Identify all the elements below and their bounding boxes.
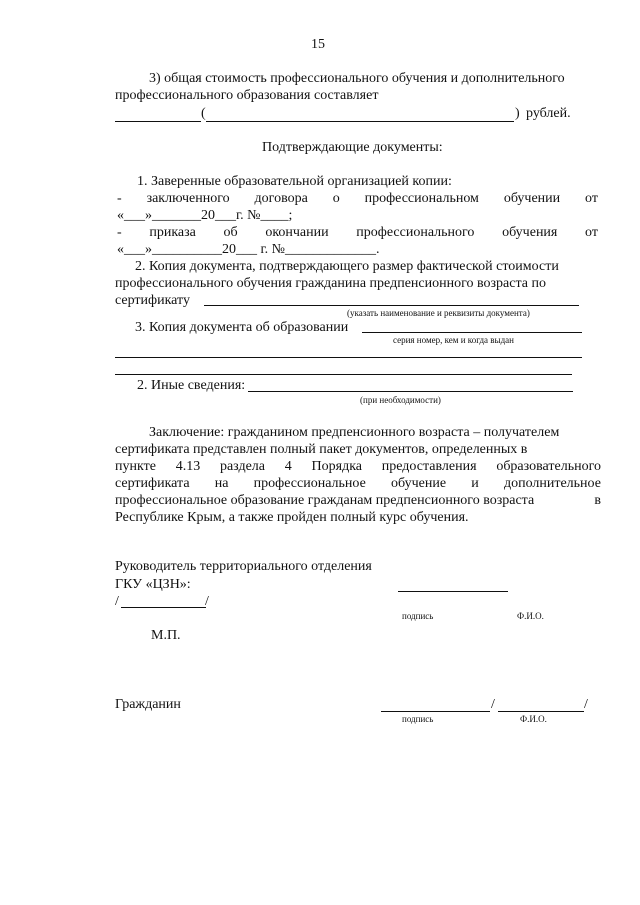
head-signature-field[interactable]: [398, 591, 508, 592]
doc4-field[interactable]: [248, 391, 573, 392]
contract-word: заключенного: [146, 191, 230, 206]
head-slash-left: /: [115, 594, 119, 609]
head-title-line1: Руководитель территориального отделения: [115, 559, 372, 574]
conclusion-line3: [115, 458, 601, 476]
doc1-title: 1. Заверенные образовательной организацией копии:: [137, 174, 452, 189]
order-word: окончании: [265, 225, 329, 240]
conclusion-line1: Заключение: гражданином предпенсионного возраста – получателем: [149, 425, 560, 440]
order-word: профессионального: [356, 225, 475, 240]
citizen-signature-label: подпись: [402, 714, 434, 724]
contract-word: от: [585, 191, 598, 206]
conclusion-word: 4: [284, 459, 292, 474]
conclusion-line5: [115, 492, 601, 510]
conclusion-word: обучение: [391, 476, 447, 491]
contract-word: обучении: [503, 191, 561, 206]
head-slash-right: /: [205, 594, 209, 609]
order-word: обучения: [502, 225, 558, 240]
cost-open-paren: (: [201, 106, 206, 121]
doc2-line2: профессионального обучения гражданина предпенсионного возраста по: [115, 276, 546, 291]
head-signature-label: подпись: [402, 611, 434, 621]
contract-word: профессиональном: [364, 191, 479, 206]
conclusion-word: 4.13: [175, 459, 201, 474]
doc2-line1: 2. Копия документа, подтверждающего размер фактической стоимости: [135, 259, 559, 274]
order-word: от: [585, 225, 598, 240]
conclusion-line2: сертификата представлен полный пакет документов, определенных в: [115, 442, 528, 457]
contract-word: о: [332, 191, 340, 206]
doc3-hint: серия номер, кем и когда выдан: [393, 335, 514, 345]
conclusion-word: профессиональное образование гражданам предпенсионного возраста: [115, 493, 535, 508]
doc1-order-line: [117, 224, 598, 242]
conclusion-word: пункте: [115, 459, 156, 474]
citizen-label: Гражданин: [115, 697, 181, 712]
cost-currency: рублей.: [526, 106, 571, 121]
doc3-field-line2[interactable]: [115, 357, 582, 358]
doc3-field-line3[interactable]: [115, 374, 572, 375]
item3-line1: 3) общая стоимость профессионального обучения и дополнительного: [149, 71, 565, 86]
conclusion-word: профессиональное: [253, 476, 366, 491]
citizen-name-label: Ф.И.О.: [520, 714, 547, 724]
contract-word: договора: [254, 191, 308, 206]
citizen-slash-mid: /: [491, 697, 495, 712]
doc4-line1: 2. Иные сведения:: [137, 378, 246, 393]
citizen-slash-right: /: [584, 697, 588, 712]
order-date-field[interactable]: «___»__________20___ г. №_____________.: [117, 242, 380, 257]
doc2-line3: сертификату: [115, 293, 190, 308]
contract-date-field[interactable]: «___»_______20___г. №____;: [117, 208, 293, 223]
head-title-line2: ГКУ «ЦЗН»:: [115, 577, 191, 592]
order-word: -: [117, 225, 122, 240]
head-name-field[interactable]: [121, 607, 206, 608]
contract-word: -: [117, 191, 122, 206]
conclusion-word: образовательного: [496, 459, 601, 474]
doc3-field[interactable]: [362, 332, 582, 333]
item3-line2: профессионального образования составляет: [115, 88, 379, 103]
doc3-line1: 3. Копия документа об образовании: [135, 320, 349, 335]
head-name-label: Ф.И.О.: [517, 611, 544, 621]
conclusion-word: на: [214, 476, 229, 491]
doc2-field[interactable]: [204, 305, 579, 306]
order-word: об: [223, 225, 238, 240]
doc1-contract-line: [117, 190, 598, 208]
conclusion-line4: [115, 475, 601, 493]
cost-close-paren: ): [515, 106, 520, 121]
stamp-place: М.П.: [151, 628, 181, 643]
cost-words-field[interactable]: [206, 121, 514, 122]
page-number: 15: [311, 37, 325, 52]
doc2-hint: (указать наименование и реквизиты документа): [347, 308, 530, 318]
order-word: приказа: [149, 225, 196, 240]
conclusion-word: в: [594, 493, 601, 508]
conclusion-word: Порядка: [311, 459, 363, 474]
citizen-signature-field[interactable]: [381, 711, 490, 712]
citizen-name-field[interactable]: [498, 711, 584, 712]
conclusion-word: предоставления: [381, 459, 477, 474]
conclusion-line6: Республике Крым, а также пройден полный курс обучения.: [115, 510, 469, 525]
section-title: Подтверждающие документы:: [262, 140, 443, 155]
conclusion-word: сертификата: [115, 476, 190, 491]
doc4-hint: (при необходимости): [360, 395, 441, 405]
cost-digits-field[interactable]: [115, 121, 201, 122]
conclusion-word: раздела: [219, 459, 265, 474]
conclusion-word: дополнительное: [503, 476, 601, 491]
conclusion-word: и: [471, 476, 479, 491]
